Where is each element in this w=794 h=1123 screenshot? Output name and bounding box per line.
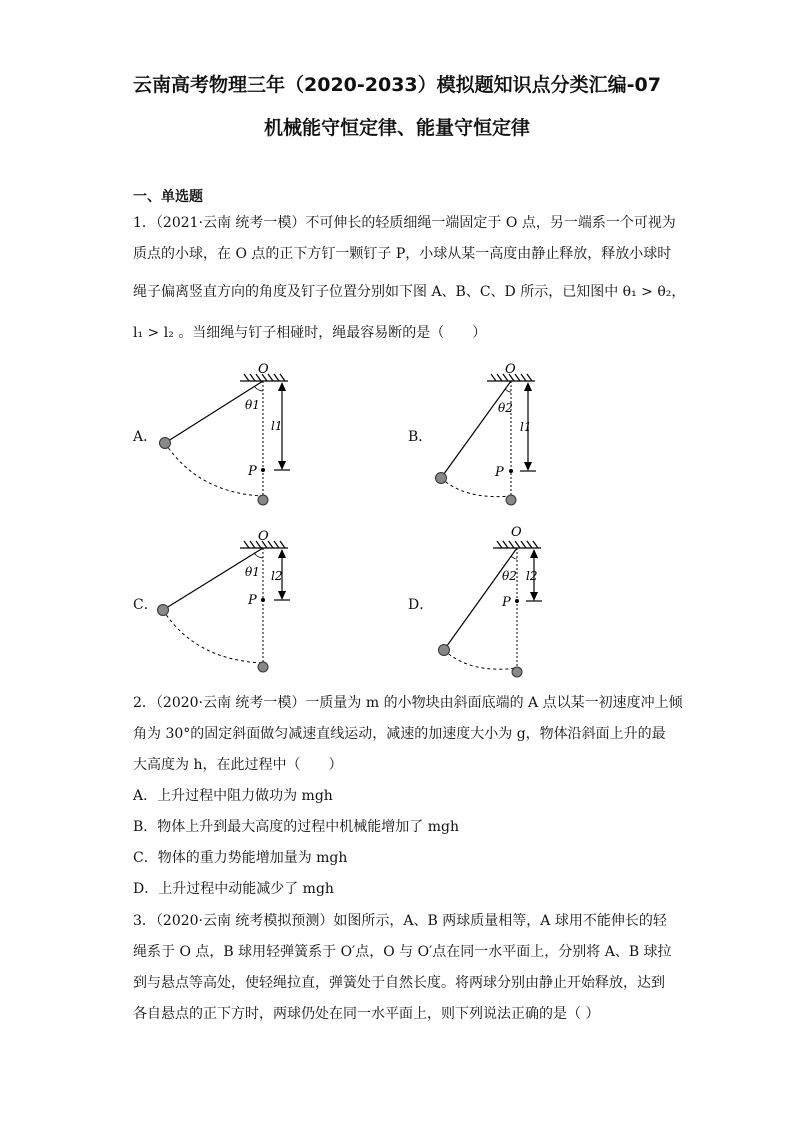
angle-label: θ1 [245, 398, 260, 412]
ball-bottom [258, 495, 268, 505]
angle-label: θ2 [498, 401, 513, 415]
q2-line-3: 大高度为 h，在此过程中（ ） [133, 757, 343, 773]
angle-arc [511, 556, 517, 559]
q1-option-d-label: D． [408, 597, 434, 613]
string [441, 381, 511, 478]
q1-option-c-label: C． [133, 597, 158, 613]
nail-p [509, 469, 513, 473]
ball-start [158, 605, 169, 616]
q1-line-4: l₁ > l₂ 。当细绳与钉子相碰时，绳最容易断的是（ ） [133, 325, 487, 341]
angle-arc [254, 386, 263, 391]
nail-label: P [248, 464, 257, 479]
swing-path [441, 478, 511, 497]
q2-option-d: D．上升过程中动能减少了 mgh [133, 881, 334, 897]
length-label: l1 [271, 419, 283, 433]
pendulum-diagram-b [425, 355, 575, 515]
pendulum-diagram-a [150, 355, 300, 515]
pendulum-diagram-d [425, 522, 575, 682]
ball-start [439, 645, 450, 656]
pivot-label-o: O [511, 525, 522, 540]
ball-bottom [506, 495, 516, 505]
nail-p [261, 468, 265, 472]
q1-option-a-label: A． [133, 429, 158, 445]
nail-label: P [495, 465, 504, 480]
length-label: l1 [520, 420, 532, 434]
nail-p [515, 599, 519, 603]
ball-bottom [258, 662, 268, 672]
ceiling-hatch [493, 541, 541, 548]
document-title-line-2: 机械能守恒定律、能量守恒定律 [263, 117, 530, 139]
angle-label: θ2 [502, 569, 517, 583]
q3-line-1: 3．（2020·云南 统考模拟预测）如图所示，A、B 两球质量相等，A 球用不能伸长的轻 [133, 913, 667, 929]
q2-option-b: B．物体上升到最大高度的过程中机械能增加了 mgh [133, 819, 459, 835]
nail-label: P [248, 593, 257, 608]
pivot-label-o: O [258, 362, 269, 377]
pivot-label-o: O [505, 362, 516, 377]
q3-line-3: 到与悬点等高处，使轻绳拉直，弹簧处于自然长度。将两球分别由静止开始释放，达到 [133, 975, 665, 991]
q1-line-3: 绳子偏离竖直方向的角度及钉子位置分别如下图 A、B、C、D 所示，已知图中 θ₁ > θ₂， [133, 284, 686, 300]
q2-option-a: A．上升过程中阻力做功为 mgh [133, 788, 333, 804]
q3-line-2: 绳系于 O 点，B 球用轻弹簧系于 O′点，O 与 O′点在同一水平面上，分别将 A、B 球拉 [133, 944, 672, 960]
section-heading: 一、单选题 [133, 189, 203, 205]
nail-label: P [502, 595, 511, 610]
q1-line-2: 质点的小球，在 O 点的正下方钉一颗钉子 P，小球从某一高度由静止释放，释放小球时 [133, 246, 672, 262]
angle-arc [254, 553, 263, 558]
string [165, 381, 263, 443]
q3-line-4: 各自悬点的正下方时，两球仍处在同一水平面上，则下列说法正确的是（ ） [133, 1006, 600, 1022]
q1-line-1: 1．（2021·云南 统考一模）不可伸长的轻质细绳一端固定于 O 点，另一端系一个可视为 [133, 215, 676, 231]
q2-option-c: C．物体的重力势能增加量为 mgh [133, 850, 348, 866]
pendulum-diagram-c [150, 522, 300, 682]
ball-start [160, 438, 171, 449]
swing-path [444, 650, 517, 669]
length-label: l2 [526, 569, 538, 583]
q2-line-2: 角为 30°的固定斜面做匀减速直线运动，减速的加速度大小为 g，物体沿斜面上升的最 [133, 726, 666, 742]
angle-arc [505, 389, 511, 392]
swing-path [163, 610, 263, 663]
length-label: l2 [271, 569, 283, 583]
ball-bottom [512, 667, 522, 677]
nail-p [261, 598, 265, 602]
ball-start [436, 473, 447, 484]
document-title-line-1: 云南高考物理三年（2020-2033）模拟题知识点分类汇编-07 [133, 74, 661, 96]
angle-label: θ1 [245, 565, 260, 579]
q1-option-b-label: B． [408, 429, 433, 445]
pivot-label-o: O [258, 529, 269, 544]
q2-line-1: 2．（2020·云南 统考一模）一质量为 m 的小物块由斜面底端的 A 点以某一初速度冲上倾 [133, 695, 683, 711]
